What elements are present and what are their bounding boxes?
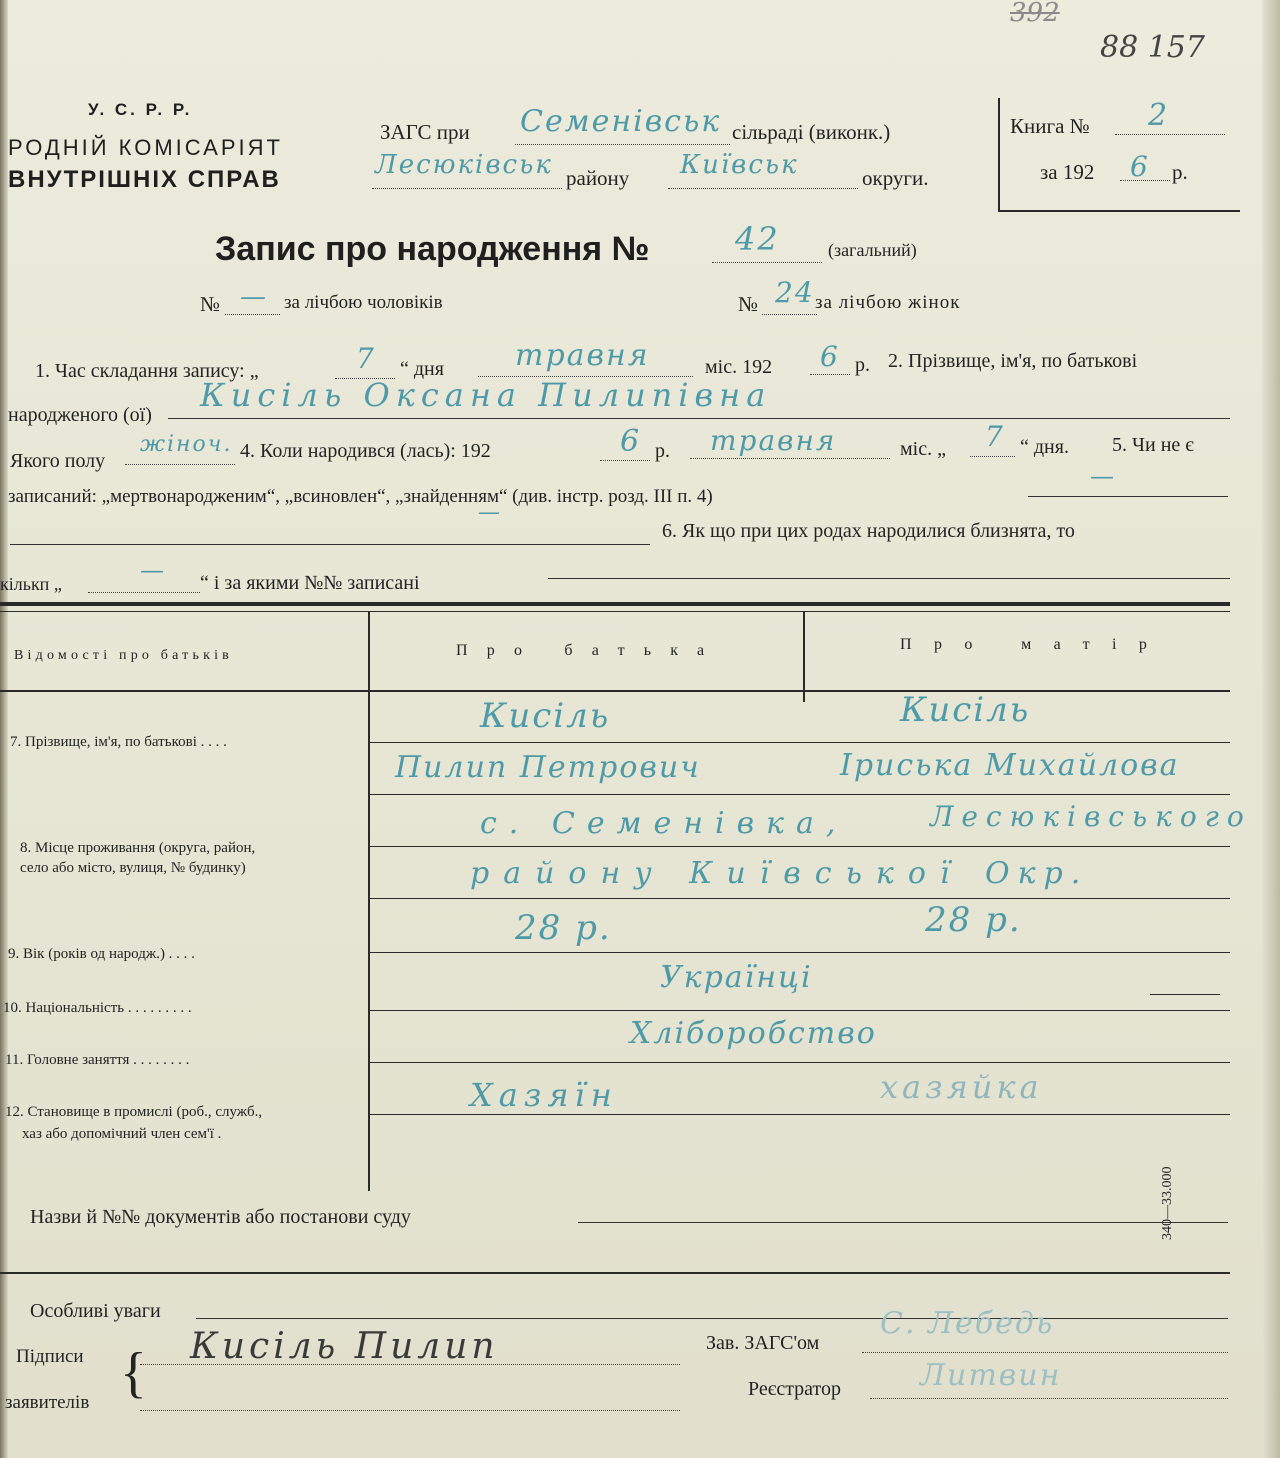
zags-council-label: сільраді (виконк.): [732, 120, 891, 144]
occupation: Хліборобство: [630, 1016, 877, 1051]
q4-day: 7: [985, 420, 1005, 453]
table-line-6: [368, 1010, 1230, 1011]
court-line: [578, 1222, 1228, 1223]
commissariat-line1: РОДНІЙ КОМІСАРІЯТ: [8, 135, 283, 160]
table-line-1: [368, 742, 1230, 743]
q1-year-label: р.: [855, 354, 870, 376]
men-value: —: [240, 282, 268, 312]
q1-year-digit: 6: [820, 340, 840, 373]
table-top-rule2: [0, 611, 1230, 612]
head-signature: С. Лебедь: [880, 1306, 1055, 1341]
table-line-7: [368, 1062, 1230, 1063]
record-number: 42: [735, 220, 780, 258]
applicant-line-1: [140, 1364, 680, 1365]
q5-value-line: [1028, 496, 1228, 497]
binding-edge: [0, 0, 8, 1458]
q6-rest-line: [548, 578, 1230, 579]
commissariat-line2: ВНУТРІШНІХ СПРАВ: [8, 166, 281, 193]
q6-value-line: [88, 592, 200, 593]
table-col-divider-1: [368, 612, 370, 1190]
zags-district-line: [372, 188, 562, 189]
applicants-label-1: Підписи: [16, 1346, 84, 1367]
table-col2-header: Про батька: [456, 642, 724, 659]
q1-month-label: міс. 192: [705, 356, 773, 378]
registrar-line: [870, 1398, 1228, 1399]
record-title: Запис про народження №: [215, 230, 650, 268]
men-label: за лічбою чоловіків: [284, 292, 443, 313]
zags-district: Лесюківськ: [375, 150, 553, 180]
court-label: Назви й №№ документів або постанови суду: [30, 1206, 411, 1228]
mother-residence-2: Окр.: [985, 856, 1089, 891]
row-label-12: 12. Становище в промислі (роб., служб.,: [5, 1104, 263, 1120]
table-line-4: [368, 898, 1230, 899]
q1-year-line: [810, 374, 850, 375]
mother-name: Іриська Михайлова: [840, 748, 1180, 783]
right-edge: [1262, 0, 1280, 1458]
nationality: Українці: [660, 960, 813, 995]
men-line: [225, 314, 280, 315]
women-value: 24: [775, 276, 815, 309]
table-line-8: [368, 1114, 1230, 1115]
q1-day-label: “ дня: [400, 358, 444, 380]
head-line: [862, 1352, 1228, 1353]
applicants-brace: {: [120, 1342, 147, 1404]
q2-value-line: [168, 418, 1230, 419]
applicant-signature: Кисіль Пилип: [190, 1326, 499, 1367]
q6-cont-post: “ і за якими №№ записані: [200, 572, 420, 594]
lower-section-rule: [0, 1272, 1230, 1274]
q4-year-line: [600, 460, 650, 461]
zags-village: Семенівськ: [520, 104, 722, 139]
q5-dash-mark: —: [478, 500, 502, 525]
q3-value-line: [125, 464, 235, 465]
book-year-label: за 192: [1040, 160, 1095, 184]
registrar-signature: Литвин: [920, 1358, 1062, 1393]
mother-age: 28 р.: [925, 900, 1022, 940]
q4-month: травня: [710, 424, 837, 457]
q2-value: Кисіль Оксана Пилипівна: [200, 376, 772, 414]
q1-day: 7: [356, 342, 376, 375]
printer-mark: 340—33.000: [1160, 1166, 1175, 1240]
q5-value-line2: [10, 544, 650, 545]
book-label: Книга №: [1010, 114, 1090, 138]
row-label-7: 7. Прізвище, ім'я, по батькові . . . .: [10, 734, 227, 750]
table-top-rule: [0, 602, 1230, 606]
q5-value: —: [1090, 462, 1116, 490]
table-header-rule: [0, 690, 1230, 692]
q6-cont-pre: кількп „: [0, 574, 62, 594]
archive-number-struck: 392: [1010, 0, 1060, 28]
mother-residence-1: Лесюківського: [930, 800, 1252, 833]
record-number-line: [712, 262, 822, 263]
table-line-3: [368, 846, 1230, 847]
q2-cont-label: народженого (ої): [8, 404, 152, 426]
book-number-line: [1115, 134, 1225, 135]
q5-cont-label: записаний: „мертвонародженим“, „всиновлен“, „знайденням“ (див. інстр. розд. III п. 4): [8, 486, 713, 507]
father-residence-1: с. Семенівка,: [480, 806, 848, 841]
special-label: Особливі уваги: [30, 1300, 161, 1322]
book-year-digit: 6: [1130, 150, 1150, 183]
row-label-12b: хаз або допомічний член сем'ї .: [22, 1126, 222, 1142]
mother-status: хазяйка: [880, 1068, 1043, 1106]
q6-value: —: [140, 556, 166, 584]
row-label-10: 10. Національність . . . . . . . . .: [3, 1000, 192, 1016]
row-label-11: 11. Головне заняття . . . . . . . .: [5, 1052, 190, 1068]
record-general-label: (загальний): [828, 240, 917, 260]
applicant-line-2: [140, 1410, 680, 1411]
row-label-9: 9. Вік (років од народж.) . . . .: [8, 946, 195, 962]
table-col1-header: Відомості про батьків: [14, 648, 233, 663]
zags-okruha-label: округи.: [862, 166, 929, 190]
q4-label: 4. Коли народився (лась): 192: [240, 440, 491, 462]
father-status: Хазяїн: [470, 1076, 618, 1114]
zags-village-line: [515, 144, 730, 145]
father-residence-2: району Київської: [470, 856, 964, 891]
book-year-suffix: р.: [1172, 160, 1188, 184]
mother-surname: Кисіль: [900, 690, 1031, 730]
row-label-8b: село або місто, вулиця, № будинку): [20, 860, 246, 876]
q6-label: 6. Як що при цих родах народилися близнята, то: [662, 520, 1075, 542]
registrar-label: Реєстратор: [748, 1378, 842, 1400]
women-no-prefix: №: [738, 292, 759, 316]
book-year-line: [1120, 180, 1170, 181]
table-col-divider-2: [803, 612, 805, 702]
zags-district-label: району: [566, 166, 630, 190]
zags-okruha-line: [668, 188, 858, 189]
table-bottom-rule: [368, 1190, 370, 1191]
q1-label: 1. Час складання запису: „: [35, 360, 259, 382]
women-label: за лічбою жінок: [815, 292, 961, 313]
row-label-8: 8. Місце проживання (округа, район,: [20, 840, 256, 856]
men-no-prefix: №: [200, 292, 221, 316]
women-line: [762, 314, 817, 315]
archive-number: 88 157: [1100, 30, 1205, 65]
table-line-5: [368, 952, 1230, 953]
q4-day-line: [970, 456, 1015, 457]
head-label: Зав. ЗАГС'ом: [706, 1332, 820, 1354]
applicants-label-2: заявителів: [5, 1392, 90, 1413]
q4-year-digit: 6: [620, 424, 642, 459]
zags-label: ЗАГС при: [380, 120, 470, 144]
nationality-dash: [1150, 994, 1220, 995]
q4-month-label: міс. „: [900, 438, 946, 460]
zags-okruha: Київськ: [680, 150, 799, 180]
q4-month-line: [690, 458, 890, 459]
republic-label: У. С. Р. Р.: [88, 100, 193, 119]
q3-label: Якого полу: [10, 450, 106, 472]
table-col3-header: Про матір: [900, 636, 1170, 653]
q2-label: 2. Прізвище, ім'я, по батькові: [888, 350, 1138, 372]
q4-day-label: “ дня.: [1020, 436, 1069, 458]
q5-label: 5. Чи не є: [1112, 434, 1194, 456]
q1-month: травня: [515, 338, 650, 373]
father-age: 28 р.: [515, 908, 612, 948]
special-line: [196, 1318, 1228, 1319]
q4-r-label: р.: [655, 440, 670, 462]
q3-value: жіноч.: [140, 432, 233, 457]
table-line-2: [368, 794, 1230, 795]
father-surname: Кисіль: [480, 696, 611, 736]
book-number: 2: [1148, 98, 1170, 133]
father-name: Пилип Петрович: [395, 750, 701, 785]
